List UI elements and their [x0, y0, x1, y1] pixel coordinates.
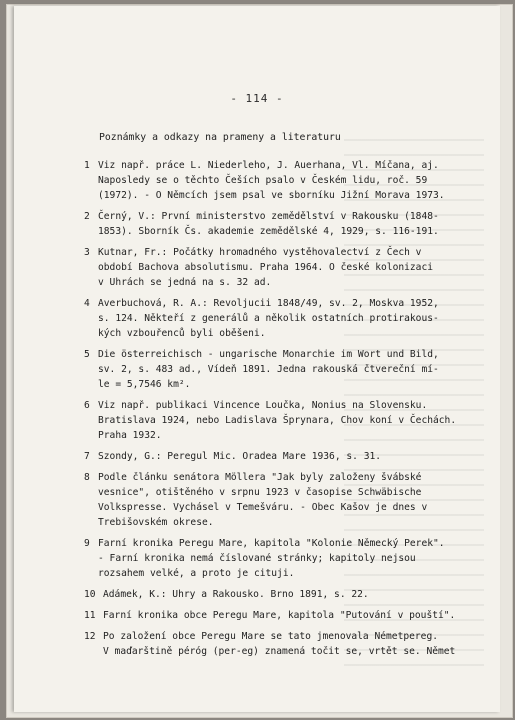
note-text — [98, 470, 427, 530]
note-number: 4 — [84, 298, 90, 309]
note-item — [84, 209, 484, 239]
note-item — [84, 470, 484, 530]
note-number: 6 — [84, 400, 90, 411]
note-text — [98, 245, 433, 290]
note-line: le = 5,7546 km². — [98, 379, 191, 390]
note-number: 9 — [84, 538, 90, 549]
note-line: Die österreichisch - ungarische Monarchie im Wort und Bild, — [98, 349, 439, 360]
note-item — [84, 347, 484, 392]
note-text — [98, 296, 439, 341]
note-line: Farní kronika obce Peregu Mare, kapitola "Putování v pouští". — [103, 610, 456, 621]
note-line: vesnice", otištěného v srpnu 1923 v časopise Schwäbische — [98, 487, 422, 498]
note-text — [98, 347, 439, 392]
note-line: s. 124. Někteří z generálů a několik ostatních protirakous- — [98, 313, 439, 324]
note-text — [103, 629, 455, 659]
note-item — [84, 296, 484, 341]
note-item — [84, 608, 484, 623]
page-number: - 114 - — [230, 92, 284, 105]
note-line: Averbuchová, R. A.: Revoljucii 1848/49, sv. 2, Moskva 1952, — [98, 298, 439, 309]
note-item — [84, 158, 484, 203]
note-item — [84, 398, 484, 443]
note-line: V maďarštině péróg (per-eg) znamená točit se, vrtět se. Němet — [103, 646, 456, 657]
note-line: 1853). Sborník Čs. akademie zemědělské 4, 1929, s. 116-191. — [98, 226, 439, 237]
note-text — [103, 608, 455, 623]
note-line: sv. 2, s. 483 ad., Vídeň 1891. Jedna rakouská čtvereční mí- — [98, 364, 439, 375]
note-line: Volkspresse. Vychásel v Temešváru. - Obec Kašov je dnes v — [98, 502, 428, 513]
note-line: Kutnar, Fr.: Počátky hromadného vystěhovalectví z Čech v — [98, 247, 422, 258]
note-number: 1 — [84, 160, 90, 171]
note-line: Bratislava 1924, nebo Ladislava Šprynara, Chov koní v Čechách. — [98, 415, 457, 426]
note-number: 2 — [84, 211, 90, 222]
note-line: Praha 1932. — [98, 430, 162, 441]
note-line: Viz např. práce L. Niederleho, J. Auerhana, Vl. Míčana, aj. — [98, 160, 439, 171]
note-text — [98, 398, 456, 443]
note-text — [98, 158, 445, 203]
notes-list — [84, 158, 484, 665]
note-number: 5 — [84, 349, 90, 360]
note-line: Naposledy se o těchto Češích psalo v Českém lidu, roč. 59 — [98, 175, 428, 186]
note-line: kých vzbouřenců byli oběšeni. — [98, 328, 266, 339]
note-number: 12 — [84, 631, 96, 642]
note-line: Szondy, G.: Peregul Mic. Oradea Mare 1936, s. 31. — [98, 451, 382, 462]
note-text — [98, 536, 445, 581]
note-line: Po založení obce Peregu Mare se tato jmenovala Németpereg. — [103, 631, 439, 642]
note-line: Adámek, K.: Uhry a Rakousko. Brno 1891, s. 22. — [103, 589, 369, 600]
document-page — [14, 6, 500, 712]
notes-heading: Poznámky a odkazy na prameny a literaturu — [99, 132, 341, 143]
note-line: v Uhrách se jedná na s. 32 ad. — [98, 277, 272, 288]
note-item — [84, 449, 484, 464]
note-text — [98, 209, 439, 239]
note-item — [84, 245, 484, 290]
note-number: 11 — [84, 610, 96, 621]
note-item — [84, 629, 484, 659]
note-line: (1972). - O Němcích jsem psal ve sborníku Jižní Morava 1973. — [98, 190, 445, 201]
note-line: období Bachova absolutismu. Praha 1964. O české kolonizaci — [98, 262, 434, 273]
note-number: 7 — [84, 451, 90, 462]
note-line: Viz např. publikaci Vincence Loučka, Nonius na Slovensku. — [98, 400, 428, 411]
note-text — [103, 587, 369, 602]
note-number: 8 — [84, 472, 90, 483]
note-item — [84, 536, 484, 581]
note-line: Černý, V.: První ministerstvo zemědělství v Rakousku (1848- — [98, 211, 439, 222]
note-line: rozsahem velké, a proto je cituji. — [98, 568, 295, 579]
note-line: Farní kronika Peregu Mare, kapitola "Kolonie Německý Perek". — [98, 538, 445, 549]
note-number: 10 — [84, 589, 96, 600]
note-line: Trebišovském okrese. — [98, 517, 214, 528]
note-number: 3 — [84, 247, 90, 258]
note-item — [84, 587, 484, 602]
note-text — [98, 449, 381, 464]
note-line: - Farní kronika nemá číslované stránky; kapitoly nejsou — [98, 553, 416, 564]
note-line: Podle článku senátora Möllera "Jak byly založeny švábské — [98, 472, 422, 483]
